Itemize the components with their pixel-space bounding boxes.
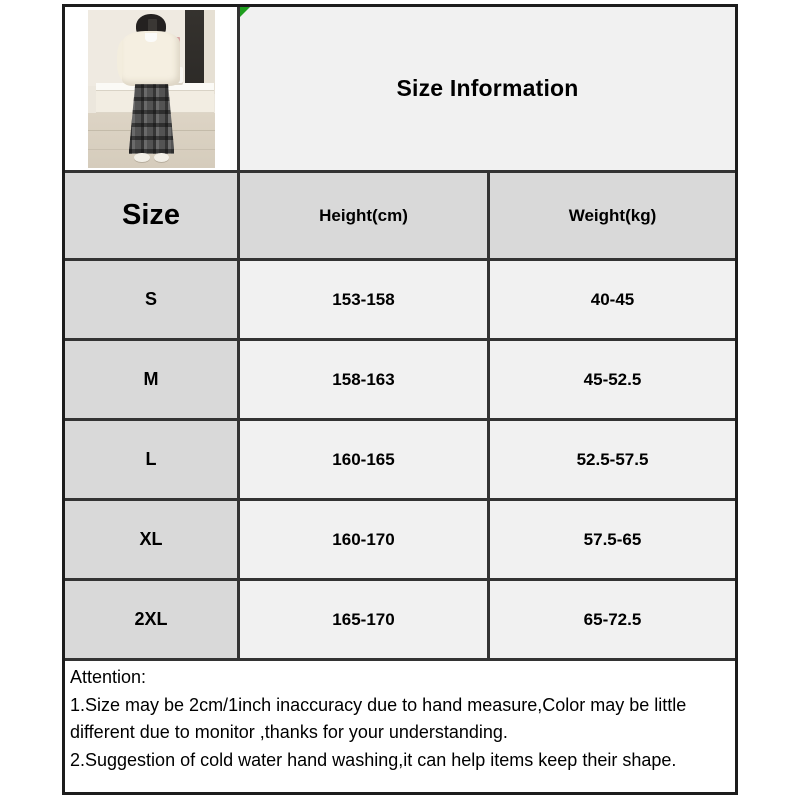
height-value: 160-170 — [237, 501, 487, 578]
table-row-l — [65, 418, 735, 498]
table-row-s — [65, 258, 735, 338]
attention-line-1: 1.Size may be 2cm/1inch inaccuracy due to hand measure,Color may be little — [70, 694, 687, 715]
top-row — [65, 7, 735, 170]
table-row-m — [65, 338, 735, 418]
height-value: 165-170 — [237, 581, 487, 658]
attention-note — [65, 658, 735, 792]
attention-heading: Attention: — [70, 667, 147, 687]
attention-line-3: 2.Suggestion of cold water hand washing,it can help items keep their shape. — [70, 749, 677, 770]
page-title: Size Information — [396, 75, 579, 101]
size-label: M — [65, 341, 237, 418]
table-header-row — [65, 170, 735, 258]
weight-value: 40-45 — [487, 261, 735, 338]
height-value: 160-165 — [237, 421, 487, 498]
size-label: 2XL — [65, 581, 237, 658]
size-label: L — [65, 421, 237, 498]
product-photo — [88, 10, 215, 168]
weight-value: 57.5-65 — [487, 501, 735, 578]
column-header-weight: Weight(kg) — [487, 173, 735, 258]
column-header-height: Height(cm) — [237, 173, 487, 258]
title-cell — [237, 7, 735, 170]
height-value: 158-163 — [237, 341, 487, 418]
photo-dark-panel — [185, 10, 204, 94]
size-label: S — [65, 261, 237, 338]
column-header-size: Size — [65, 173, 237, 258]
size-chart-sheet — [62, 4, 738, 795]
photo-wall-edge — [204, 10, 214, 94]
table-row-xl — [65, 498, 735, 578]
height-value: 153-158 — [237, 261, 487, 338]
product-photo-cell — [65, 7, 237, 170]
weight-value: 52.5-57.5 — [487, 421, 735, 498]
photo-shirt — [145, 33, 158, 42]
weight-value: 45-52.5 — [487, 341, 735, 418]
green-triangle-icon — [240, 7, 250, 17]
photo-plaid-pants — [129, 84, 175, 154]
size-label: XL — [65, 501, 237, 578]
attention-line-2: different due to monitor ,thanks for your understanding. — [70, 722, 508, 742]
weight-value: 65-72.5 — [487, 581, 735, 658]
table-row-2xl — [65, 578, 735, 658]
